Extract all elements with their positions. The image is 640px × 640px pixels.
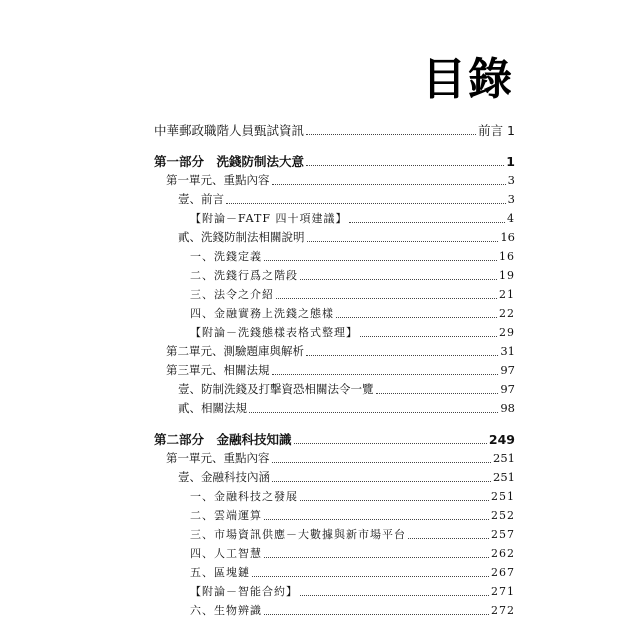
- toc-entry[interactable]: [154, 171, 515, 190]
- toc-label: 第二單元、測驗題庫與解析: [166, 344, 304, 358]
- dot-leader: [360, 336, 497, 337]
- toc-page: 272: [491, 604, 515, 617]
- toc-label: 【附論－FATF 四十項建議】: [190, 212, 348, 225]
- toc-entry[interactable]: [154, 323, 515, 342]
- toc-page: 251: [493, 470, 515, 484]
- dot-leader: [294, 443, 487, 444]
- table-of-contents: [154, 121, 515, 620]
- toc-page: 252: [491, 509, 515, 522]
- toc-part-2-heading[interactable]: [154, 430, 515, 449]
- dot-leader: [349, 222, 505, 223]
- toc-page: 98: [500, 401, 515, 415]
- dot-leader: [264, 557, 489, 558]
- toc-entry[interactable]: [154, 266, 515, 285]
- toc-page: 3: [507, 192, 515, 206]
- toc-page: 19: [499, 269, 515, 282]
- dot-leader: [272, 374, 499, 375]
- toc-label: 二、洗錢行爲之階段: [190, 269, 298, 282]
- toc-entry[interactable]: [154, 190, 515, 209]
- toc-entry[interactable]: [154, 506, 515, 525]
- toc-page: 257: [491, 528, 515, 541]
- toc-entry[interactable]: [154, 342, 515, 361]
- toc-page: 262: [491, 547, 515, 560]
- toc-entry[interactable]: [154, 361, 515, 380]
- toc-entry[interactable]: [154, 209, 515, 228]
- dot-leader: [264, 519, 489, 520]
- toc-part-1-heading[interactable]: [154, 152, 515, 171]
- toc-entry[interactable]: [154, 399, 515, 418]
- dot-leader: [307, 241, 499, 242]
- toc-entry[interactable]: [154, 228, 515, 247]
- toc-label: 六、生物辨識: [190, 604, 262, 617]
- dot-leader: [249, 412, 498, 413]
- dot-leader: [306, 165, 504, 166]
- toc-entry[interactable]: [154, 601, 515, 620]
- dot-leader: [272, 462, 492, 463]
- toc-label: 中華郵政職階人員甄試資訊: [154, 123, 305, 138]
- toc-label: 壹、前言: [178, 192, 224, 206]
- toc-page: 31: [500, 344, 515, 358]
- toc-page: 22: [499, 307, 515, 320]
- dot-leader: [300, 595, 489, 596]
- toc-label: 第一部分 洗錢防制法大意: [154, 154, 305, 169]
- toc-entry[interactable]: [154, 449, 515, 468]
- toc-label: 【附論－洗錢態樣表格式整理】: [190, 326, 358, 339]
- toc-entry-intro[interactable]: [154, 121, 515, 140]
- toc-entry[interactable]: [154, 525, 515, 544]
- toc-entry[interactable]: [154, 468, 515, 487]
- toc-entry[interactable]: [154, 304, 515, 323]
- dot-leader: [264, 260, 497, 261]
- toc-page: 251: [491, 490, 515, 503]
- dot-leader: [336, 317, 497, 318]
- toc-label: 一、洗錢定義: [190, 250, 262, 263]
- toc-page: 249: [488, 432, 515, 447]
- toc-label: 壹、金融科技內涵: [178, 470, 270, 484]
- toc-entry[interactable]: [154, 544, 515, 563]
- dot-leader: [306, 355, 498, 356]
- dot-leader: [300, 279, 497, 280]
- dot-leader: [272, 184, 506, 185]
- toc-page: 251: [493, 451, 515, 465]
- toc-page: 267: [491, 566, 515, 579]
- toc-page: 21: [499, 288, 515, 301]
- toc-entry[interactable]: [154, 285, 515, 304]
- toc-label: 四、人工智慧: [190, 547, 262, 560]
- toc-label: 三、市場資訊供應－大數據與新市場平台: [190, 528, 406, 541]
- toc-page: 97: [500, 363, 515, 377]
- dot-leader: [226, 203, 506, 204]
- toc-entry[interactable]: [154, 380, 515, 399]
- toc-page: 16: [499, 250, 515, 263]
- toc-label: 貳、相關法規: [178, 401, 247, 415]
- toc-label: 第三單元、相關法規: [166, 363, 270, 377]
- toc-entry[interactable]: [154, 563, 515, 582]
- dot-leader: [300, 500, 489, 501]
- toc-label: 第一單元、重點內容: [166, 451, 270, 465]
- dot-leader: [306, 134, 476, 135]
- dot-leader: [376, 393, 499, 394]
- toc-page: 16: [500, 230, 515, 244]
- toc-label: 壹、防制洗錢及打擊資恐相關法令一覽: [178, 382, 374, 396]
- toc-label: 二、雲端運算: [190, 509, 262, 522]
- toc-page: 3: [507, 173, 515, 187]
- toc-page: 29: [499, 326, 515, 339]
- toc-page: 271: [491, 585, 515, 598]
- toc-page: 4: [507, 212, 515, 225]
- dot-leader: [272, 481, 491, 482]
- toc-label: 一、金融科技之發展: [190, 490, 298, 503]
- toc-page: 1: [506, 154, 515, 169]
- toc-label: 【附論－智能合約】: [190, 585, 298, 598]
- dot-leader: [276, 298, 497, 299]
- toc-entry[interactable]: [154, 582, 515, 601]
- toc-page: 前言 1: [478, 123, 515, 138]
- toc-page: 97: [500, 382, 515, 396]
- toc-label: 五、區塊鏈: [190, 566, 250, 579]
- dot-leader: [264, 614, 489, 615]
- toc-label: 三、法令之介紹: [190, 288, 274, 301]
- toc-label: 第一單元、重點內容: [166, 173, 270, 187]
- toc-entry[interactable]: [154, 487, 515, 506]
- toc-label: 第二部分 金融科技知識: [154, 432, 292, 447]
- toc-label: 四、金融實務上洗錢之態樣: [190, 307, 334, 320]
- page-title: 目錄: [422, 54, 514, 105]
- toc-entry[interactable]: [154, 247, 515, 266]
- dot-leader: [408, 538, 489, 539]
- dot-leader: [252, 576, 489, 577]
- toc-label: 貳、洗錢防制法相關說明: [178, 230, 305, 244]
